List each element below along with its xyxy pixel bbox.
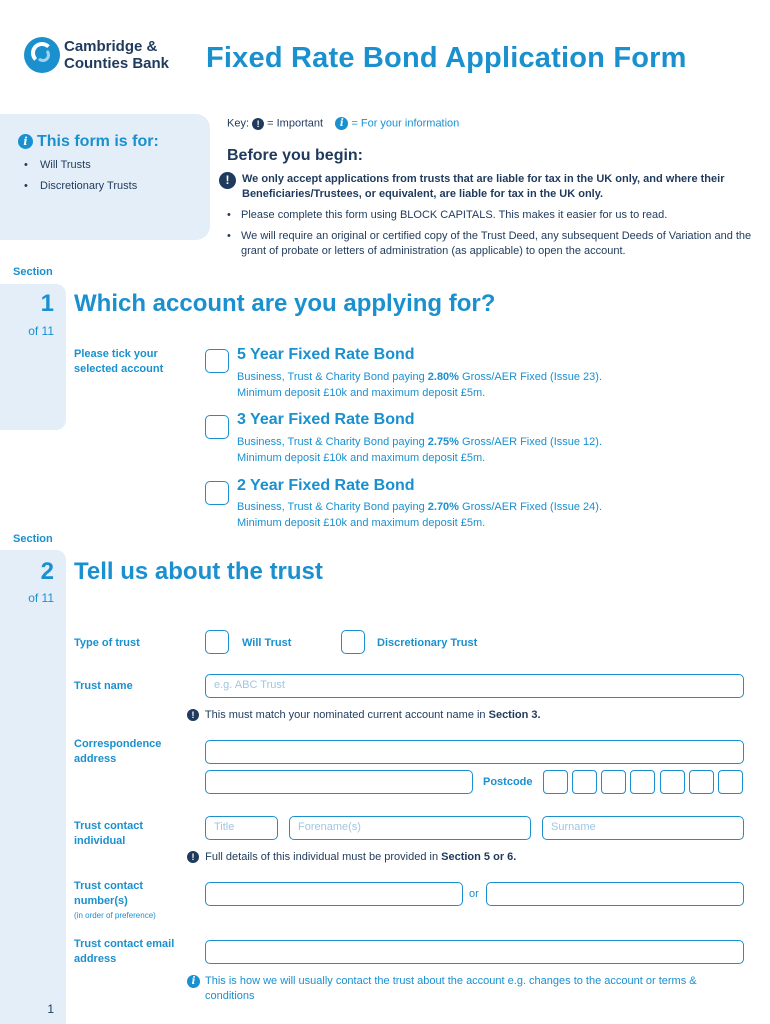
account-description: Business, Trust & Charity Bond paying 2.80% Gross/AER Fixed (Issue 23). Minimum deposit £10k and maximum deposit £5m.	[237, 371, 603, 399]
contact-surname-input[interactable]: Surname	[542, 816, 744, 840]
postcode-char-box[interactable]	[601, 770, 626, 794]
info-icon: i	[18, 134, 33, 149]
section-number: 1	[40, 290, 54, 317]
page-number: 1	[47, 1002, 54, 1016]
address-line-2-input[interactable]	[205, 770, 473, 794]
discretionary-trust-checkbox[interactable]	[341, 630, 365, 654]
address-line-1-input[interactable]	[205, 740, 744, 764]
contact-number-1-input[interactable]	[205, 882, 463, 906]
logo-line-1: Cambridge &	[64, 38, 158, 55]
note-item: • We will require an original or certified copy of the Trust Deed, any subsequent Deeds of Variation and the grant of probate or letters of administration (as applicable) to open the account.	[227, 229, 752, 259]
important-icon: !	[252, 118, 264, 130]
account-name: 3 Year Fixed Rate Bond	[237, 411, 415, 428]
postcode-char-box[interactable]	[689, 770, 714, 794]
address-label: Correspondence address	[74, 738, 162, 765]
section-of-total: of 11	[28, 591, 54, 605]
contact-individual-hint: ! Full details of this individual must be provided in Section 5 or 6.	[187, 850, 516, 865]
contact-email-label: Trust contact email address	[74, 938, 175, 965]
account-name: 2 Year Fixed Rate Bond	[237, 477, 415, 494]
trust-name-input[interactable]: e.g. ABC Trust	[205, 674, 744, 698]
5-year-bond-checkbox[interactable]	[205, 349, 229, 373]
contact-email-input[interactable]	[205, 940, 744, 964]
postcode-char-box[interactable]	[572, 770, 597, 794]
contact-forename-input[interactable]: Forename(s)	[289, 816, 531, 840]
icon-key: Key: ! = Important i = For your information	[227, 117, 460, 130]
will-trust-label: Will Trust	[242, 637, 292, 649]
bank-logo-text	[64, 38, 169, 72]
form-for-item: • Discretionary Trusts	[24, 180, 137, 192]
section-title: Tell us about the trust	[74, 558, 323, 585]
account-description: Business, Trust & Charity Bond paying 2.75% Gross/AER Fixed (Issue 12). Minimum deposit £10k and maximum deposit £5m.	[237, 436, 603, 464]
contact-title-input[interactable]: Title	[205, 816, 278, 840]
section-number: 2	[40, 558, 54, 585]
or-label: or	[469, 888, 479, 900]
postcode-char-box[interactable]	[630, 770, 655, 794]
important-icon: !	[187, 709, 199, 721]
form-for-item: • Will Trusts	[24, 159, 91, 171]
important-icon: !	[187, 851, 199, 863]
note-item: • Please complete this form using BLOCK CAPITALS. This makes it easier for us to read.	[227, 208, 752, 223]
info-icon: i	[187, 975, 200, 988]
contact-email-hint: This is how we will usually contact the trust about the account e.g. changes to the account or terms & conditions	[205, 975, 697, 1002]
account-name: 5 Year Fixed Rate Bond	[237, 346, 415, 363]
bubble-tail	[176, 206, 198, 228]
postcode-char-box[interactable]	[543, 770, 568, 794]
contact-number-2-input[interactable]	[486, 882, 744, 906]
postcode-char-box[interactable]	[718, 770, 743, 794]
section-title: Which account are you applying for?	[74, 290, 496, 317]
section-of-total: of 11	[28, 324, 54, 338]
bank-logo-icon	[24, 37, 60, 73]
contact-number-label: Trust contact number(s)	[74, 880, 144, 907]
discretionary-trust-label: Discretionary Trust	[377, 637, 478, 649]
contact-number-sublabel: (in order of preference)	[74, 911, 156, 920]
tick-account-label: Please tick your selected account	[74, 348, 164, 375]
section-label: Section	[13, 533, 53, 545]
contact-individual-label: Trust contact individual	[74, 820, 144, 847]
section-label: Section	[13, 266, 53, 278]
account-description: Business, Trust & Charity Bond paying 2.70% Gross/AER Fixed (Issue 24). Minimum deposit £10k and maximum deposit £5m.	[237, 501, 603, 529]
before-begin-heading: Before you begin:	[227, 147, 364, 164]
important-icon: !	[219, 172, 236, 189]
trust-type-label: Type of trust	[74, 637, 140, 649]
section-tab	[0, 550, 66, 1024]
info-icon: i	[335, 117, 348, 130]
trust-name-hint: ! This must match your nominated current account name in Section 3.	[187, 708, 541, 723]
postcode-char-box[interactable]	[660, 770, 685, 794]
tax-warning: We only accept applications from trusts that are liable for tax in the UK only, and where their Beneficiaries/Trustees, or equivalent, are liable for tax in the UK only.	[242, 173, 725, 200]
postcode-label: Postcode	[483, 776, 533, 788]
trust-name-label: Trust name	[74, 680, 133, 692]
2-year-bond-checkbox[interactable]	[205, 481, 229, 505]
page-title: Fixed Rate Bond Application Form	[206, 42, 687, 74]
3-year-bond-checkbox[interactable]	[205, 415, 229, 439]
form-for-heading: i This form is for:	[18, 133, 159, 151]
logo-line-2: Counties Bank	[64, 55, 170, 72]
will-trust-checkbox[interactable]	[205, 630, 229, 654]
